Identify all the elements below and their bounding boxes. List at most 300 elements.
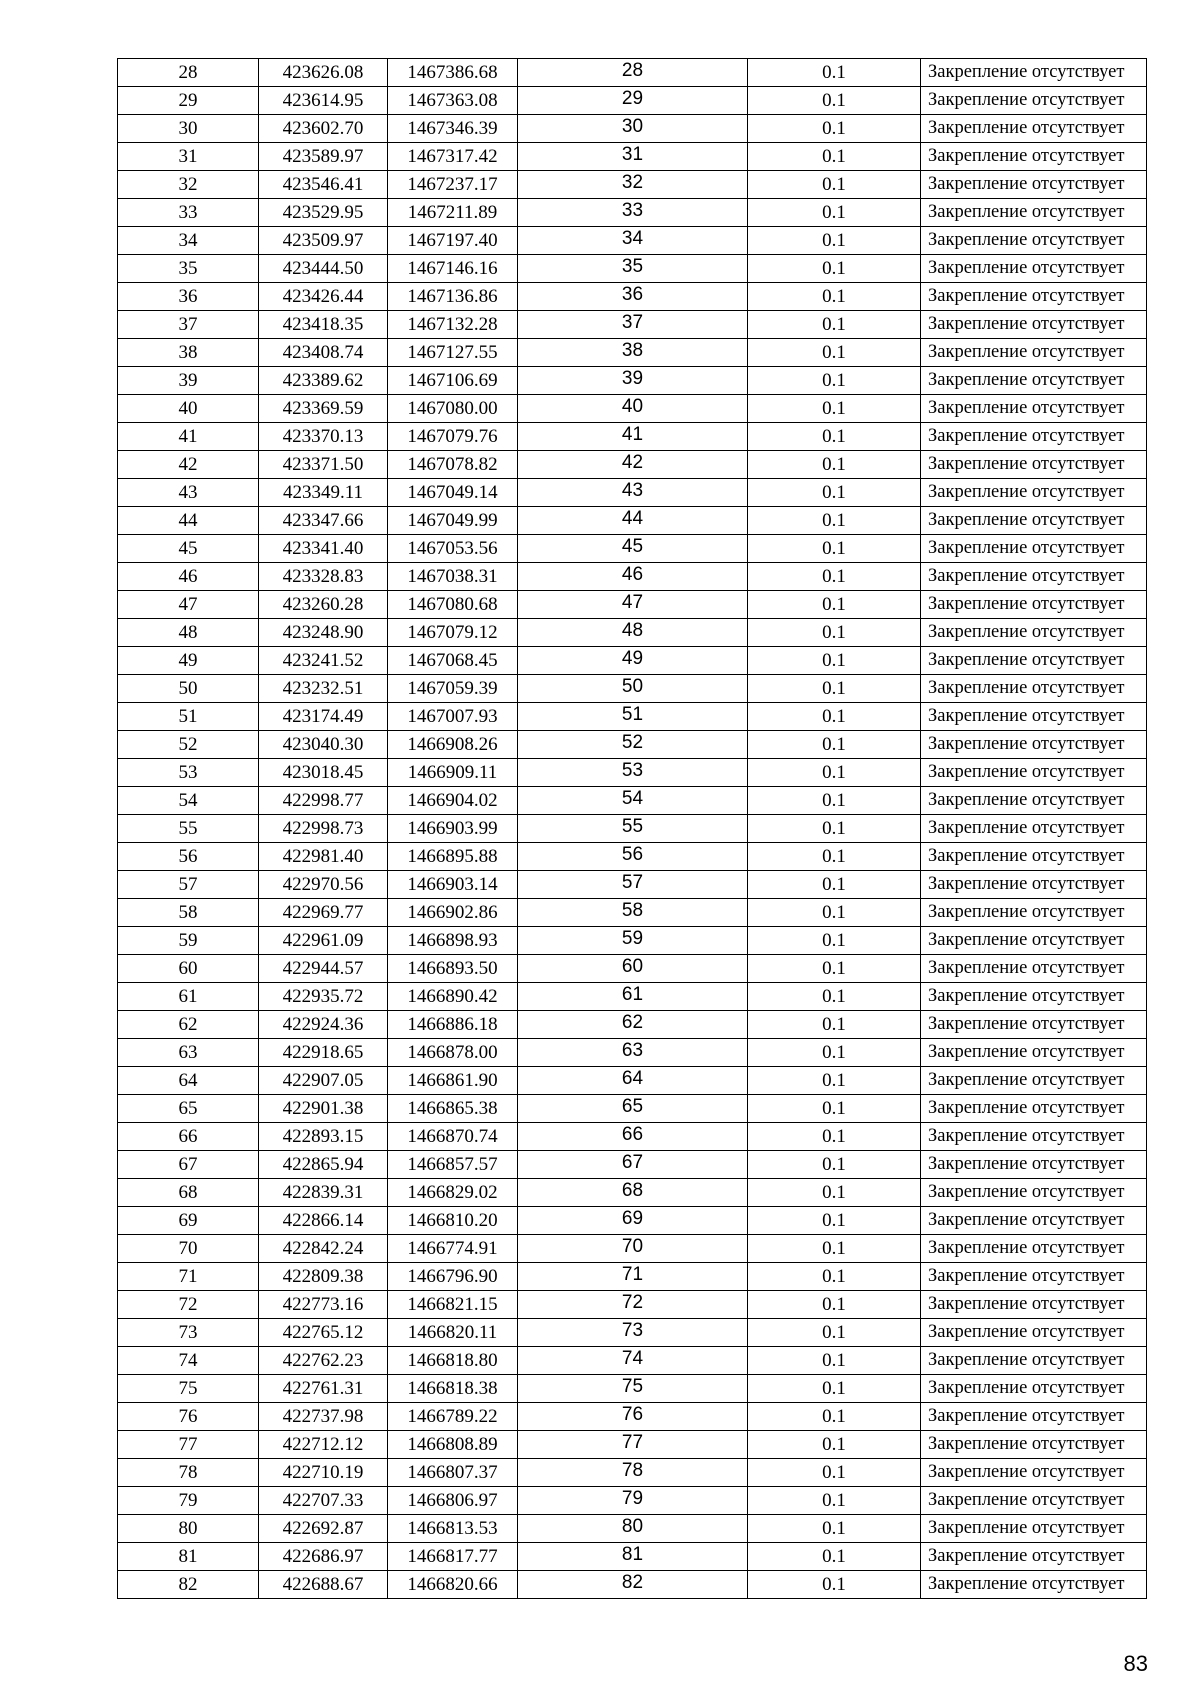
- accuracy-cell: 0.1: [748, 367, 921, 395]
- point-index-cell: 51: [518, 703, 748, 731]
- accuracy-cell: 0.1: [748, 479, 921, 507]
- point-index-cell: 57: [518, 871, 748, 899]
- fixing-method-cell: Закрепление отсутствует: [921, 787, 1147, 815]
- table-row: [118, 115, 1147, 143]
- y-coordinate-cell: 1466820.66: [388, 1571, 518, 1599]
- accuracy-cell: 0.1: [748, 1207, 921, 1235]
- point-index-cell: 40: [518, 395, 748, 423]
- x-coordinate-cell: 423602.70: [259, 115, 388, 143]
- fixing-method-cell: Закрепление отсутствует: [921, 1347, 1147, 1375]
- x-coordinate-cell: 422692.87: [259, 1515, 388, 1543]
- y-coordinate-cell: 1467211.89: [388, 199, 518, 227]
- point-number-cell: 71: [118, 1263, 259, 1291]
- point-number-cell: 82: [118, 1571, 259, 1599]
- x-coordinate-cell: 423408.74: [259, 339, 388, 367]
- x-coordinate-cell: 423529.95: [259, 199, 388, 227]
- fixing-method-cell: Закрепление отсутствует: [921, 675, 1147, 703]
- accuracy-cell: 0.1: [748, 171, 921, 199]
- accuracy-cell: 0.1: [748, 535, 921, 563]
- x-coordinate-cell: 423174.49: [259, 703, 388, 731]
- x-coordinate-cell: 422935.72: [259, 983, 388, 1011]
- point-index-cell: 81: [518, 1543, 748, 1571]
- point-index-cell: 75: [518, 1375, 748, 1403]
- point-number-cell: 50: [118, 675, 259, 703]
- point-index-cell: 73: [518, 1319, 748, 1347]
- point-index-cell: 80: [518, 1515, 748, 1543]
- point-number-cell: 46: [118, 563, 259, 591]
- fixing-method-cell: Закрепление отсутствует: [921, 199, 1147, 227]
- accuracy-cell: 0.1: [748, 1375, 921, 1403]
- point-index-cell: 78: [518, 1459, 748, 1487]
- point-index-cell: 29: [518, 87, 748, 115]
- x-coordinate-cell: 422707.33: [259, 1487, 388, 1515]
- fixing-method-cell: Закрепление отсутствует: [921, 1515, 1147, 1543]
- accuracy-cell: 0.1: [748, 1403, 921, 1431]
- table-row: [118, 703, 1147, 731]
- point-index-cell: 61: [518, 983, 748, 1011]
- point-number-cell: 72: [118, 1291, 259, 1319]
- point-index-cell: 54: [518, 787, 748, 815]
- accuracy-cell: 0.1: [748, 423, 921, 451]
- accuracy-cell: 0.1: [748, 619, 921, 647]
- fixing-method-cell: Закрепление отсутствует: [921, 563, 1147, 591]
- accuracy-cell: 0.1: [748, 255, 921, 283]
- point-index-cell: 79: [518, 1487, 748, 1515]
- table-row: [118, 1571, 1147, 1599]
- table-row: [118, 535, 1147, 563]
- point-index-cell: 30: [518, 115, 748, 143]
- x-coordinate-cell: 423370.13: [259, 423, 388, 451]
- point-index-cell: 67: [518, 1151, 748, 1179]
- accuracy-cell: 0.1: [748, 1571, 921, 1599]
- table-row: [118, 59, 1147, 87]
- x-coordinate-cell: 422688.67: [259, 1571, 388, 1599]
- point-index-cell: 77: [518, 1431, 748, 1459]
- x-coordinate-cell: 423418.35: [259, 311, 388, 339]
- point-index-cell: 31: [518, 143, 748, 171]
- x-coordinate-cell: 423341.40: [259, 535, 388, 563]
- table-row: [118, 1011, 1147, 1039]
- point-number-cell: 49: [118, 647, 259, 675]
- y-coordinate-cell: 1466808.89: [388, 1431, 518, 1459]
- y-coordinate-cell: 1466789.22: [388, 1403, 518, 1431]
- accuracy-cell: 0.1: [748, 815, 921, 843]
- accuracy-cell: 0.1: [748, 1179, 921, 1207]
- point-index-cell: 47: [518, 591, 748, 619]
- point-number-cell: 77: [118, 1431, 259, 1459]
- fixing-method-cell: Закрепление отсутствует: [921, 1011, 1147, 1039]
- fixing-method-cell: Закрепление отсутствует: [921, 1487, 1147, 1515]
- y-coordinate-cell: 1466908.26: [388, 731, 518, 759]
- accuracy-cell: 0.1: [748, 1235, 921, 1263]
- fixing-method-cell: Закрепление отсутствует: [921, 983, 1147, 1011]
- point-index-cell: 52: [518, 731, 748, 759]
- table-row: [118, 1151, 1147, 1179]
- y-coordinate-cell: 1467053.56: [388, 535, 518, 563]
- point-index-cell: 53: [518, 759, 748, 787]
- accuracy-cell: 0.1: [748, 871, 921, 899]
- point-index-cell: 82: [518, 1571, 748, 1599]
- point-number-cell: 60: [118, 955, 259, 983]
- table-row: [118, 339, 1147, 367]
- table-row: [118, 675, 1147, 703]
- fixing-method-cell: Закрепление отсутствует: [921, 59, 1147, 87]
- y-coordinate-cell: 1466861.90: [388, 1067, 518, 1095]
- x-coordinate-cell: 423371.50: [259, 451, 388, 479]
- accuracy-cell: 0.1: [748, 647, 921, 675]
- accuracy-cell: 0.1: [748, 1067, 921, 1095]
- point-index-cell: 34: [518, 227, 748, 255]
- point-number-cell: 76: [118, 1403, 259, 1431]
- accuracy-cell: 0.1: [748, 1291, 921, 1319]
- point-number-cell: 70: [118, 1235, 259, 1263]
- y-coordinate-cell: 1467197.40: [388, 227, 518, 255]
- y-coordinate-cell: 1466810.20: [388, 1207, 518, 1235]
- point-index-cell: 35: [518, 255, 748, 283]
- point-number-cell: 75: [118, 1375, 259, 1403]
- y-coordinate-cell: 1466821.15: [388, 1291, 518, 1319]
- point-number-cell: 54: [118, 787, 259, 815]
- table-row: [118, 1291, 1147, 1319]
- fixing-method-cell: Закрепление отсутствует: [921, 927, 1147, 955]
- table-row: [118, 1487, 1147, 1515]
- y-coordinate-cell: 1466902.86: [388, 899, 518, 927]
- table-row: [118, 815, 1147, 843]
- table-row: [118, 731, 1147, 759]
- point-number-cell: 29: [118, 87, 259, 115]
- page-number: 83: [1123, 1651, 1148, 1676]
- y-coordinate-cell: 1467079.76: [388, 423, 518, 451]
- y-coordinate-cell: 1466898.93: [388, 927, 518, 955]
- table-row: [118, 1263, 1147, 1291]
- x-coordinate-cell: 423260.28: [259, 591, 388, 619]
- point-index-cell: 49: [518, 647, 748, 675]
- y-coordinate-cell: 1466857.57: [388, 1151, 518, 1179]
- table-row: [118, 983, 1147, 1011]
- fixing-method-cell: Закрепление отсутствует: [921, 535, 1147, 563]
- y-coordinate-cell: 1466895.88: [388, 843, 518, 871]
- table-row: [118, 1179, 1147, 1207]
- point-number-cell: 41: [118, 423, 259, 451]
- accuracy-cell: 0.1: [748, 1515, 921, 1543]
- table-row: [118, 843, 1147, 871]
- x-coordinate-cell: 422737.98: [259, 1403, 388, 1431]
- point-index-cell: 36: [518, 283, 748, 311]
- fixing-method-cell: Закрепление отсутствует: [921, 1179, 1147, 1207]
- fixing-method-cell: Закрепление отсутствует: [921, 339, 1147, 367]
- fixing-method-cell: Закрепление отсутствует: [921, 1571, 1147, 1599]
- table-row: [118, 759, 1147, 787]
- x-coordinate-cell: 422961.09: [259, 927, 388, 955]
- table-row: [118, 927, 1147, 955]
- accuracy-cell: 0.1: [748, 1123, 921, 1151]
- y-coordinate-cell: 1466829.02: [388, 1179, 518, 1207]
- table-row: [118, 283, 1147, 311]
- table-row: [118, 1543, 1147, 1571]
- fixing-method-cell: Закрепление отсутствует: [921, 1543, 1147, 1571]
- fixing-method-cell: Закрепление отсутствует: [921, 479, 1147, 507]
- x-coordinate-cell: 422710.19: [259, 1459, 388, 1487]
- fixing-method-cell: Закрепление отсутствует: [921, 703, 1147, 731]
- x-coordinate-cell: 423389.62: [259, 367, 388, 395]
- table-row: [118, 647, 1147, 675]
- x-coordinate-cell: 423626.08: [259, 59, 388, 87]
- x-coordinate-cell: 423040.30: [259, 731, 388, 759]
- fixing-method-cell: Закрепление отсутствует: [921, 423, 1147, 451]
- point-number-cell: 38: [118, 339, 259, 367]
- point-index-cell: 64: [518, 1067, 748, 1095]
- point-index-cell: 66: [518, 1123, 748, 1151]
- y-coordinate-cell: 1466893.50: [388, 955, 518, 983]
- point-number-cell: 36: [118, 283, 259, 311]
- y-coordinate-cell: 1467136.86: [388, 283, 518, 311]
- point-number-cell: 45: [118, 535, 259, 563]
- point-index-cell: 45: [518, 535, 748, 563]
- fixing-method-cell: Закрепление отсутствует: [921, 1431, 1147, 1459]
- coordinates-table-container: [117, 58, 1146, 1599]
- point-index-cell: 74: [518, 1347, 748, 1375]
- y-coordinate-cell: 1466796.90: [388, 1263, 518, 1291]
- x-coordinate-cell: 422981.40: [259, 843, 388, 871]
- x-coordinate-cell: 422918.65: [259, 1039, 388, 1067]
- fixing-method-cell: Закрепление отсутствует: [921, 731, 1147, 759]
- point-index-cell: 60: [518, 955, 748, 983]
- table-row: [118, 311, 1147, 339]
- fixing-method-cell: Закрепление отсутствует: [921, 1459, 1147, 1487]
- x-coordinate-cell: 422842.24: [259, 1235, 388, 1263]
- y-coordinate-cell: 1467237.17: [388, 171, 518, 199]
- fixing-method-cell: Закрепление отсутствует: [921, 1235, 1147, 1263]
- x-coordinate-cell: 422998.77: [259, 787, 388, 815]
- y-coordinate-cell: 1466904.02: [388, 787, 518, 815]
- x-coordinate-cell: 422893.15: [259, 1123, 388, 1151]
- accuracy-cell: 0.1: [748, 395, 921, 423]
- point-index-cell: 65: [518, 1095, 748, 1123]
- point-index-cell: 32: [518, 171, 748, 199]
- fixing-method-cell: Закрепление отсутствует: [921, 143, 1147, 171]
- fixing-method-cell: Закрепление отсутствует: [921, 899, 1147, 927]
- point-number-cell: 64: [118, 1067, 259, 1095]
- accuracy-cell: 0.1: [748, 675, 921, 703]
- fixing-method-cell: Закрепление отсутствует: [921, 1263, 1147, 1291]
- x-coordinate-cell: 423018.45: [259, 759, 388, 787]
- point-index-cell: 37: [518, 311, 748, 339]
- table-row: [118, 367, 1147, 395]
- x-coordinate-cell: 423589.97: [259, 143, 388, 171]
- point-index-cell: 76: [518, 1403, 748, 1431]
- point-index-cell: 55: [518, 815, 748, 843]
- accuracy-cell: 0.1: [748, 1151, 921, 1179]
- point-index-cell: 48: [518, 619, 748, 647]
- x-coordinate-cell: 422761.31: [259, 1375, 388, 1403]
- fixing-method-cell: Закрепление отсутствует: [921, 647, 1147, 675]
- y-coordinate-cell: 1467106.69: [388, 367, 518, 395]
- point-number-cell: 81: [118, 1543, 259, 1571]
- accuracy-cell: 0.1: [748, 1487, 921, 1515]
- table-row: [118, 1347, 1147, 1375]
- y-coordinate-cell: 1466818.80: [388, 1347, 518, 1375]
- point-number-cell: 32: [118, 171, 259, 199]
- x-coordinate-cell: 423347.66: [259, 507, 388, 535]
- y-coordinate-cell: 1466909.11: [388, 759, 518, 787]
- point-index-cell: 42: [518, 451, 748, 479]
- point-index-cell: 44: [518, 507, 748, 535]
- x-coordinate-cell: 422765.12: [259, 1319, 388, 1347]
- table-row: [118, 1403, 1147, 1431]
- x-coordinate-cell: 422865.94: [259, 1151, 388, 1179]
- x-coordinate-cell: 423241.52: [259, 647, 388, 675]
- y-coordinate-cell: 1467346.39: [388, 115, 518, 143]
- table-row: [118, 1039, 1147, 1067]
- point-number-cell: 55: [118, 815, 259, 843]
- y-coordinate-cell: 1466820.11: [388, 1319, 518, 1347]
- x-coordinate-cell: 423509.97: [259, 227, 388, 255]
- point-number-cell: 79: [118, 1487, 259, 1515]
- accuracy-cell: 0.1: [748, 927, 921, 955]
- accuracy-cell: 0.1: [748, 955, 921, 983]
- y-coordinate-cell: 1467386.68: [388, 59, 518, 87]
- table-row: [118, 199, 1147, 227]
- y-coordinate-cell: 1466806.97: [388, 1487, 518, 1515]
- table-row: [118, 227, 1147, 255]
- table-row: [118, 871, 1147, 899]
- y-coordinate-cell: 1466807.37: [388, 1459, 518, 1487]
- fixing-method-cell: Закрепление отсутствует: [921, 171, 1147, 199]
- accuracy-cell: 0.1: [748, 1263, 921, 1291]
- y-coordinate-cell: 1466890.42: [388, 983, 518, 1011]
- y-coordinate-cell: 1467363.08: [388, 87, 518, 115]
- fixing-method-cell: Закрепление отсутствует: [921, 1123, 1147, 1151]
- x-coordinate-cell: 423614.95: [259, 87, 388, 115]
- accuracy-cell: 0.1: [748, 1319, 921, 1347]
- point-number-cell: 42: [118, 451, 259, 479]
- accuracy-cell: 0.1: [748, 563, 921, 591]
- point-number-cell: 28: [118, 59, 259, 87]
- point-number-cell: 80: [118, 1515, 259, 1543]
- x-coordinate-cell: 422773.16: [259, 1291, 388, 1319]
- point-number-cell: 43: [118, 479, 259, 507]
- point-index-cell: 69: [518, 1207, 748, 1235]
- accuracy-cell: 0.1: [748, 1543, 921, 1571]
- point-index-cell: 41: [518, 423, 748, 451]
- y-coordinate-cell: 1467079.12: [388, 619, 518, 647]
- table-row: [118, 1431, 1147, 1459]
- point-number-cell: 40: [118, 395, 259, 423]
- accuracy-cell: 0.1: [748, 787, 921, 815]
- accuracy-cell: 0.1: [748, 899, 921, 927]
- fixing-method-cell: Закрепление отсутствует: [921, 1291, 1147, 1319]
- table-row: [118, 1235, 1147, 1263]
- point-index-cell: 59: [518, 927, 748, 955]
- x-coordinate-cell: 422969.77: [259, 899, 388, 927]
- x-coordinate-cell: 422712.12: [259, 1431, 388, 1459]
- point-number-cell: 66: [118, 1123, 259, 1151]
- x-coordinate-cell: 423546.41: [259, 171, 388, 199]
- accuracy-cell: 0.1: [748, 1011, 921, 1039]
- table-row: [118, 955, 1147, 983]
- y-coordinate-cell: 1467068.45: [388, 647, 518, 675]
- accuracy-cell: 0.1: [748, 843, 921, 871]
- y-coordinate-cell: 1466818.38: [388, 1375, 518, 1403]
- table-row: [118, 87, 1147, 115]
- accuracy-cell: 0.1: [748, 87, 921, 115]
- x-coordinate-cell: 422839.31: [259, 1179, 388, 1207]
- table-row: [118, 619, 1147, 647]
- fixing-method-cell: Закрепление отсутствует: [921, 1095, 1147, 1123]
- x-coordinate-cell: 422809.38: [259, 1263, 388, 1291]
- y-coordinate-cell: 1467038.31: [388, 563, 518, 591]
- accuracy-cell: 0.1: [748, 1039, 921, 1067]
- fixing-method-cell: Закрепление отсутствует: [921, 87, 1147, 115]
- fixing-method-cell: Закрепление отсутствует: [921, 451, 1147, 479]
- accuracy-cell: 0.1: [748, 451, 921, 479]
- y-coordinate-cell: 1466813.53: [388, 1515, 518, 1543]
- x-coordinate-cell: 423444.50: [259, 255, 388, 283]
- point-number-cell: 61: [118, 983, 259, 1011]
- fixing-method-cell: Закрепление отсутствует: [921, 619, 1147, 647]
- y-coordinate-cell: 1467317.42: [388, 143, 518, 171]
- accuracy-cell: 0.1: [748, 283, 921, 311]
- fixing-method-cell: Закрепление отсутствует: [921, 1039, 1147, 1067]
- x-coordinate-cell: 422944.57: [259, 955, 388, 983]
- table-row: [118, 395, 1147, 423]
- y-coordinate-cell: 1466865.38: [388, 1095, 518, 1123]
- point-index-cell: 68: [518, 1179, 748, 1207]
- accuracy-cell: 0.1: [748, 983, 921, 1011]
- point-index-cell: 62: [518, 1011, 748, 1039]
- point-number-cell: 74: [118, 1347, 259, 1375]
- fixing-method-cell: Закрепление отсутствует: [921, 955, 1147, 983]
- point-number-cell: 58: [118, 899, 259, 927]
- accuracy-cell: 0.1: [748, 115, 921, 143]
- y-coordinate-cell: 1466878.00: [388, 1039, 518, 1067]
- table-row: [118, 171, 1147, 199]
- x-coordinate-cell: 423349.11: [259, 479, 388, 507]
- x-coordinate-cell: 423328.83: [259, 563, 388, 591]
- fixing-method-cell: Закрепление отсутствует: [921, 1403, 1147, 1431]
- fixing-method-cell: Закрепление отсутствует: [921, 115, 1147, 143]
- accuracy-cell: 0.1: [748, 1347, 921, 1375]
- fixing-method-cell: Закрепление отсутствует: [921, 871, 1147, 899]
- x-coordinate-cell: 423369.59: [259, 395, 388, 423]
- fixing-method-cell: Закрепление отсутствует: [921, 283, 1147, 311]
- table-row: [118, 1375, 1147, 1403]
- point-number-cell: 31: [118, 143, 259, 171]
- point-number-cell: 63: [118, 1039, 259, 1067]
- accuracy-cell: 0.1: [748, 339, 921, 367]
- y-coordinate-cell: 1467049.99: [388, 507, 518, 535]
- fixing-method-cell: Закрепление отсутствует: [921, 1067, 1147, 1095]
- x-coordinate-cell: 422970.56: [259, 871, 388, 899]
- point-index-cell: 33: [518, 199, 748, 227]
- table-row: [118, 1207, 1147, 1235]
- accuracy-cell: 0.1: [748, 1459, 921, 1487]
- y-coordinate-cell: 1466870.74: [388, 1123, 518, 1151]
- x-coordinate-cell: 423426.44: [259, 283, 388, 311]
- fixing-method-cell: Закрепление отсутствует: [921, 255, 1147, 283]
- y-coordinate-cell: 1467078.82: [388, 451, 518, 479]
- accuracy-cell: 0.1: [748, 1095, 921, 1123]
- point-number-cell: 65: [118, 1095, 259, 1123]
- point-index-cell: 39: [518, 367, 748, 395]
- accuracy-cell: 0.1: [748, 59, 921, 87]
- point-index-cell: 43: [518, 479, 748, 507]
- y-coordinate-cell: 1467080.68: [388, 591, 518, 619]
- x-coordinate-cell: 422924.36: [259, 1011, 388, 1039]
- table-row: [118, 451, 1147, 479]
- point-number-cell: 62: [118, 1011, 259, 1039]
- fixing-method-cell: Закрепление отсутствует: [921, 367, 1147, 395]
